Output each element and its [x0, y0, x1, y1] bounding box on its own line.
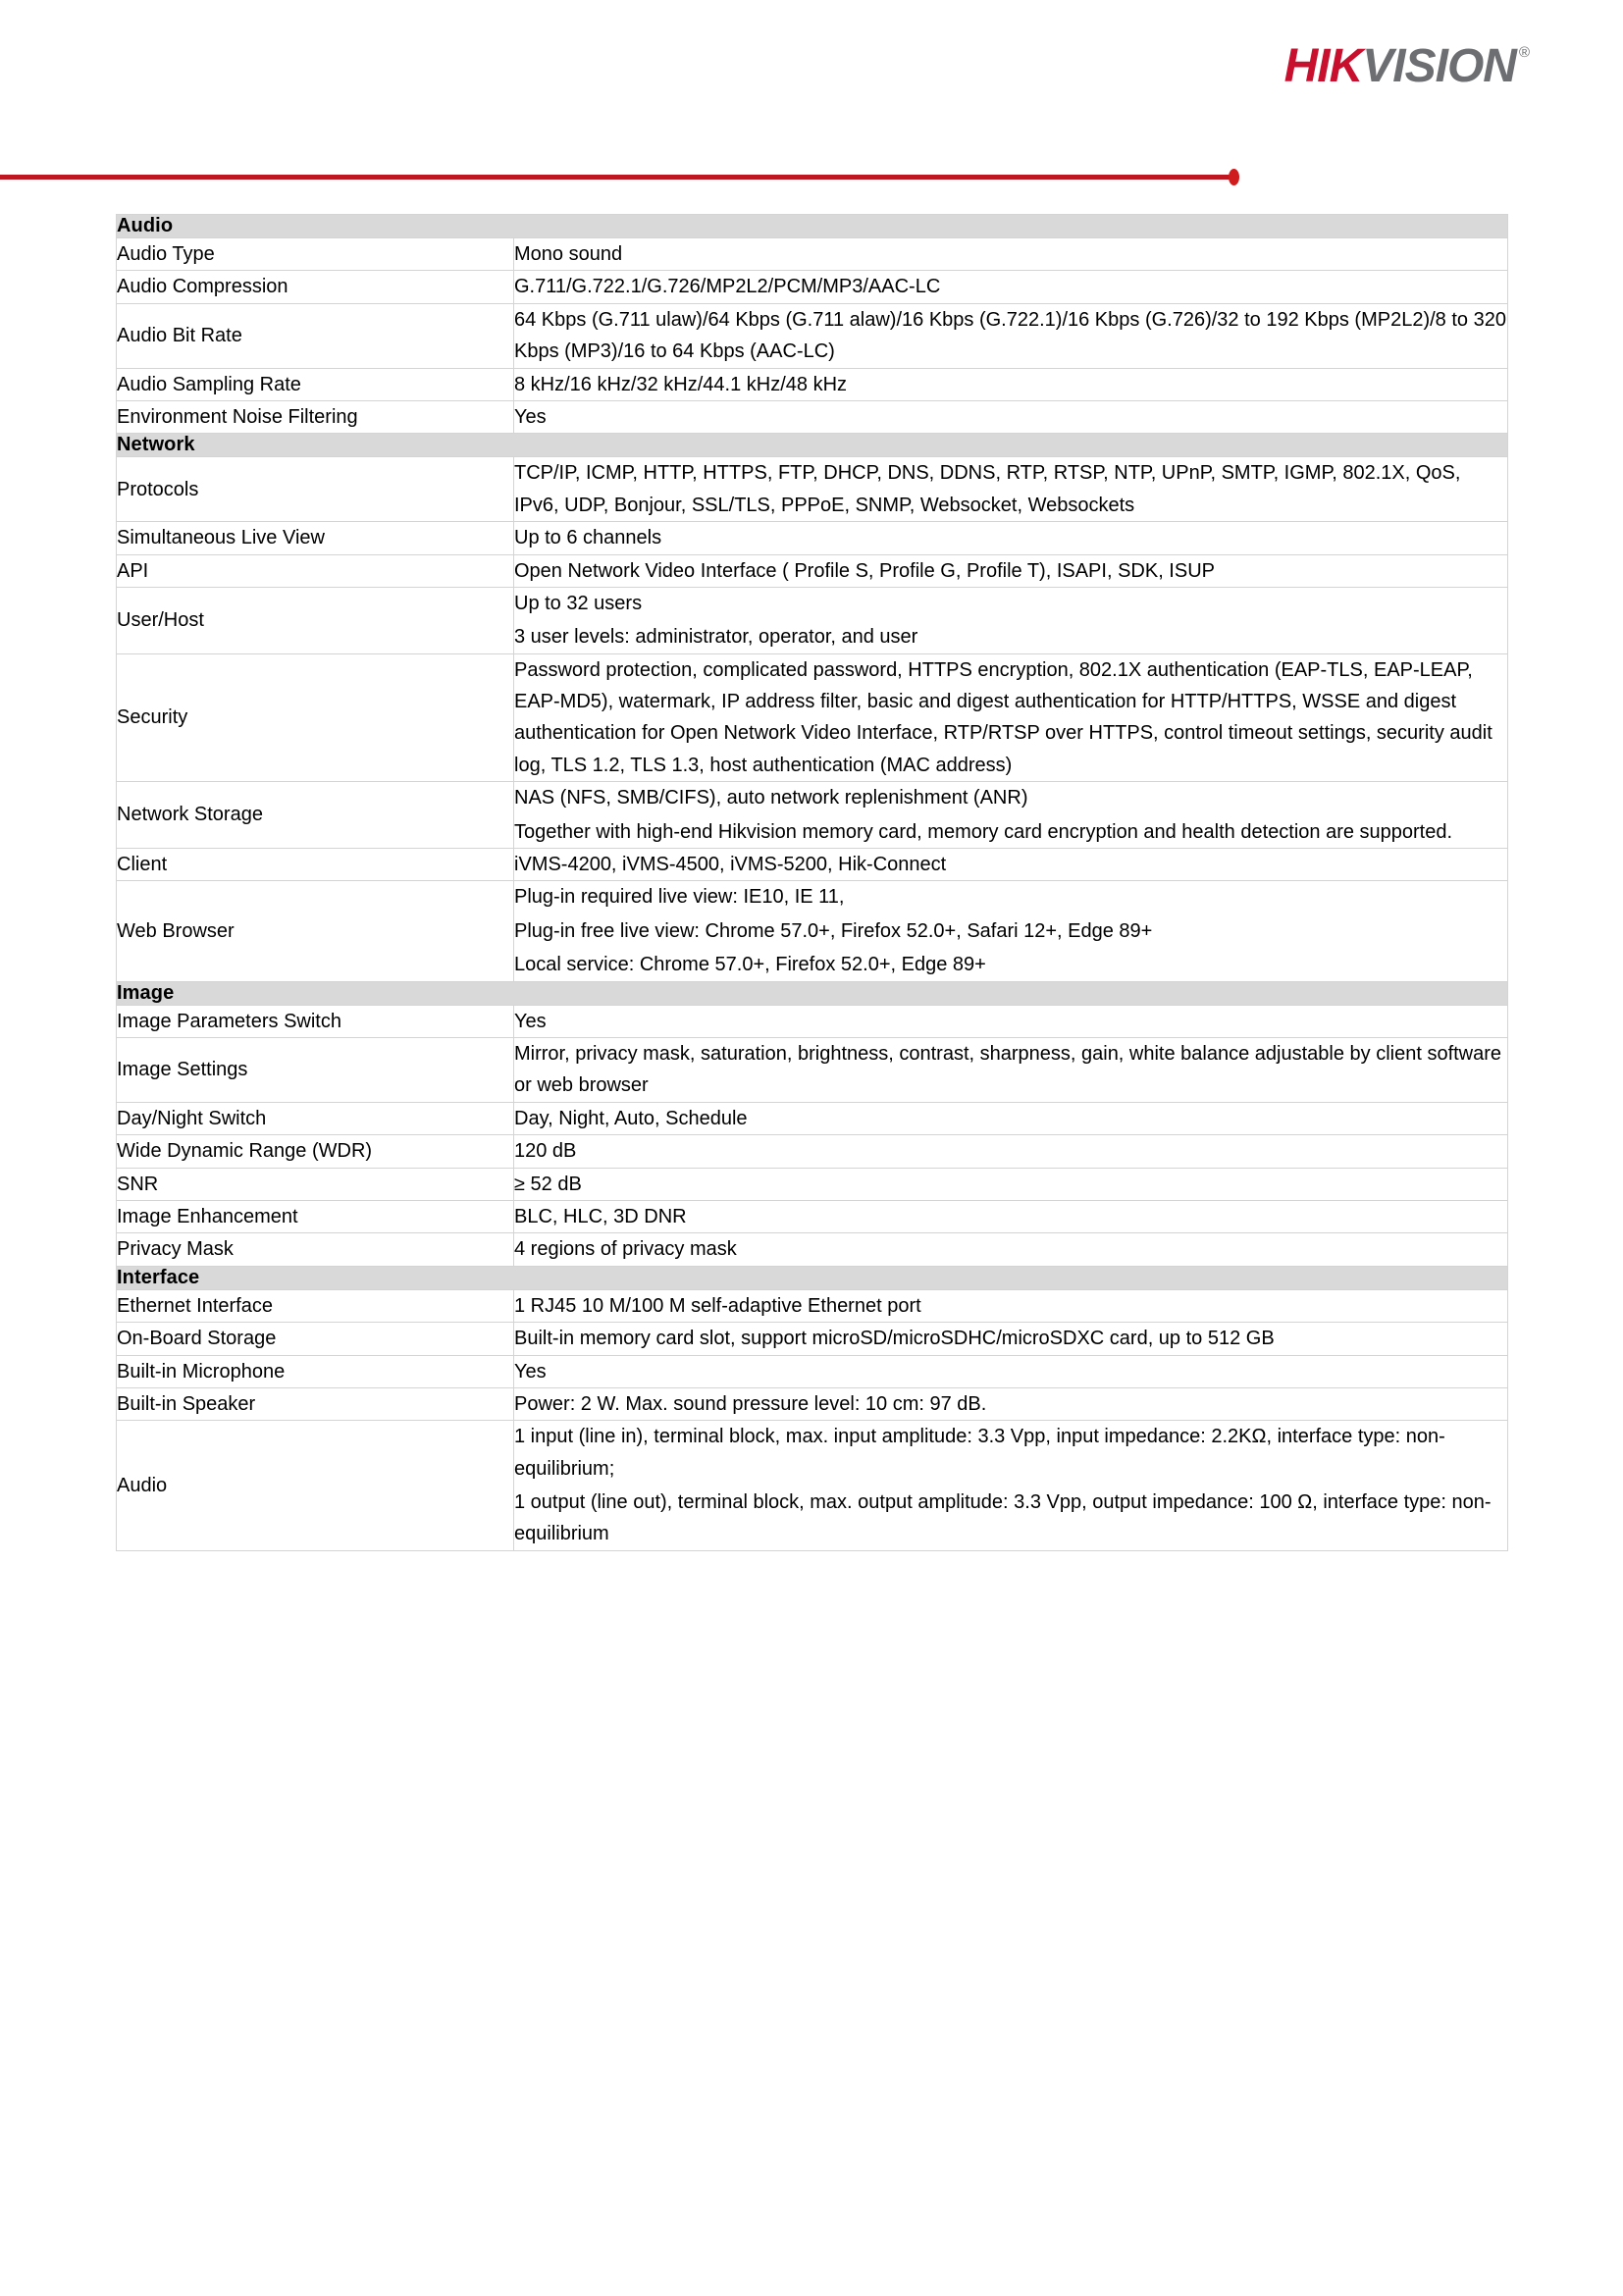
spec-value [514, 400, 1508, 433]
spec-row [117, 881, 1508, 981]
spec-label: Simultaneous Live View [117, 522, 514, 554]
spec-label: Audio [117, 1421, 514, 1551]
spec-row [117, 1233, 1508, 1266]
spec-label: Wide Dynamic Range (WDR) [117, 1135, 514, 1168]
spec-value [514, 1102, 1508, 1134]
spec-value-line: Power: 2 W. Max. sound pressure level: 10 cm: 97 dB. [514, 1392, 987, 1415]
spec-value [514, 1200, 1508, 1232]
spec-value-line: Mono sound [514, 243, 623, 265]
page-header [0, 0, 1623, 177]
spec-row [117, 457, 1508, 522]
spec-label: API [117, 554, 514, 587]
spec-value [514, 1355, 1508, 1387]
section-header-row [117, 1266, 1508, 1289]
spec-label: Environment Noise Filtering [117, 400, 514, 433]
logo-text-hik: HIK [1283, 40, 1363, 92]
spec-value-line: Together with high-end Hikvision memory card, memory card encryption and health detection are supported. [514, 820, 1453, 843]
spec-row [117, 368, 1508, 400]
spec-value-line: Mirror, privacy mask, saturation, brightness, contrast, sharpness, gain, white balance adjustable by client software or web browser [514, 1042, 1502, 1097]
spec-value [514, 1037, 1508, 1102]
spec-row [117, 849, 1508, 881]
spec-value [514, 1323, 1508, 1355]
spec-value [514, 457, 1508, 522]
section-title: Image [117, 981, 1508, 1005]
spec-row [117, 1005, 1508, 1037]
spec-value [514, 368, 1508, 400]
spec-value [514, 1421, 1508, 1551]
spec-value-line: 120 dB [514, 1140, 577, 1163]
spec-row [117, 1323, 1508, 1355]
spec-value [514, 1289, 1508, 1322]
spec-row [117, 1102, 1508, 1134]
spec-value-line: Up to 32 users [514, 592, 643, 614]
spec-value-line: BLC, HLC, 3D DNR [514, 1205, 687, 1227]
spec-value-line: Yes [514, 1360, 547, 1383]
spec-label: SNR [117, 1168, 514, 1200]
header-divider-dot-icon [1229, 169, 1239, 185]
spec-label: On-Board Storage [117, 1323, 514, 1355]
spec-row [117, 1289, 1508, 1322]
spec-label: Audio Type [117, 238, 514, 271]
spec-value-line: 1 input (line in), terminal block, max. input amplitude: 3.3 Vpp, input impedance: 2.2KΩ, interface type: non-equilibrium; [514, 1426, 1445, 1480]
spec-value [514, 653, 1508, 782]
spec-value-line: 8 kHz/16 kHz/32 kHz/44.1 kHz/48 kHz [514, 373, 848, 395]
section-title: Interface [117, 1266, 1508, 1289]
spec-label: Client [117, 849, 514, 881]
spec-value [514, 1135, 1508, 1168]
spec-label: Built-in Speaker [117, 1387, 514, 1420]
spec-label: User/Host [117, 587, 514, 653]
spec-row [117, 1037, 1508, 1102]
specification-table [116, 214, 1508, 1551]
spec-label: Day/Night Switch [117, 1102, 514, 1134]
registered-trademark-icon: ® [1518, 44, 1529, 61]
spec-value-line: 4 regions of privacy mask [514, 1238, 737, 1261]
spec-row [117, 522, 1508, 554]
spec-row [117, 1168, 1508, 1200]
spec-value-line: 1 RJ45 10 M/100 M self-adaptive Ethernet port [514, 1294, 921, 1317]
spec-value-line: Day, Night, Auto, Schedule [514, 1107, 748, 1129]
logo-text-vision: VISION [1362, 40, 1516, 92]
spec-row [117, 1355, 1508, 1387]
spec-value-line: iVMS-4200, iVMS-4500, iVMS-5200, Hik-Connect [514, 854, 947, 876]
spec-label: Protocols [117, 457, 514, 522]
spec-value [514, 1168, 1508, 1200]
spec-value [514, 849, 1508, 881]
spec-row [117, 271, 1508, 303]
spec-value [514, 1005, 1508, 1037]
spec-value-line: Open Network Video Interface ( Profile S, Profile G, Profile T), ISAPI, SDK, ISUP [514, 559, 1215, 582]
spec-value-line: 1 output (line out), terminal block, max. output amplitude: 3.3 Vpp, output impedance: 100 Ω, interface type: non-equilibrium [514, 1491, 1492, 1545]
section-header-row [117, 434, 1508, 457]
spec-row [117, 1387, 1508, 1420]
spec-value [514, 587, 1508, 653]
spec-label: Image Parameters Switch [117, 1005, 514, 1037]
spec-value-line: Password protection, complicated password, HTTPS encryption, 802.1X authentication (EAP-TLS, EAP-LEAP, EAP-MD5), watermark, IP address filter, basic and digest authentication for HTTP/HTTPS, WSSE and digest authentication for Open Network Video Interface, RTP/RTSP over HTTPS, control timeout settings, security audit log, TLS 1.2, TLS 1.3, host authentication (MAC address) [514, 658, 1492, 776]
specification-table-container [116, 214, 1507, 1551]
spec-value [514, 782, 1508, 849]
spec-value-line: TCP/IP, ICMP, HTTP, HTTPS, FTP, DHCP, DNS, DDNS, RTP, RTSP, NTP, UPnP, SMTP, IGMP, 802.1X, QoS, IPv6, UDP, Bonjour, SSL/TLS, PPPoE, SNMP, Websocket, Websockets [514, 462, 1461, 516]
spec-row [117, 238, 1508, 271]
spec-value [514, 238, 1508, 271]
spec-row [117, 782, 1508, 849]
spec-row [117, 587, 1508, 653]
spec-value [514, 271, 1508, 303]
spec-row [117, 554, 1508, 587]
spec-label: Privacy Mask [117, 1233, 514, 1266]
spec-label: Ethernet Interface [117, 1289, 514, 1322]
spec-value-line: NAS (NFS, SMB/CIFS), auto network replenishment (ANR) [514, 787, 1028, 809]
spec-value-line: Plug-in required live view: IE10, IE 11, [514, 886, 845, 909]
section-header-row [117, 215, 1508, 238]
spec-value-line: 3 user levels: administrator, operator, and user [514, 626, 918, 649]
spec-label: Audio Sampling Rate [117, 368, 514, 400]
spec-value-line: Built-in memory card slot, support microSD/microSDHC/microSDXC card, up to 512 GB [514, 1328, 1275, 1350]
spec-row [117, 1421, 1508, 1551]
spec-value [514, 522, 1508, 554]
spec-value [514, 303, 1508, 368]
section-header-row [117, 981, 1508, 1005]
spec-label: Audio Compression [117, 271, 514, 303]
spec-label: Security [117, 653, 514, 782]
spec-value [514, 1233, 1508, 1266]
spec-label: Built-in Microphone [117, 1355, 514, 1387]
section-title: Network [117, 434, 1508, 457]
spec-value-line: G.711/G.722.1/G.726/MP2L2/PCM/MP3/AAC-LC [514, 276, 941, 298]
spec-row [117, 400, 1508, 433]
spec-value [514, 554, 1508, 587]
spec-row [117, 303, 1508, 368]
spec-label: Image Settings [117, 1037, 514, 1102]
spec-label: Image Enhancement [117, 1200, 514, 1232]
spec-value-line: Yes [514, 1010, 547, 1032]
spec-row [117, 1200, 1508, 1232]
spec-row [117, 1135, 1508, 1168]
spec-value-line: Plug-in free live view: Chrome 57.0+, Firefox 52.0+, Safari 12+, Edge 89+ [514, 919, 1153, 942]
spec-row [117, 653, 1508, 782]
hikvision-logo [1283, 40, 1529, 92]
spec-value-line: Up to 6 channels [514, 527, 662, 549]
spec-label: Network Storage [117, 782, 514, 849]
header-divider-line [0, 175, 1232, 180]
spec-value-line: Yes [514, 405, 547, 428]
spec-label: Audio Bit Rate [117, 303, 514, 368]
spec-value [514, 1387, 1508, 1420]
spec-value-line: Local service: Chrome 57.0+, Firefox 52.0+, Edge 89+ [514, 954, 986, 976]
spec-value-line: ≥ 52 dB [514, 1173, 582, 1195]
spec-value-line: 64 Kbps (G.711 ulaw)/64 Kbps (G.711 alaw)/16 Kbps (G.722.1)/16 Kbps (G.726)/32 to 192 Kbps (MP2L2)/8 to 320 Kbps (MP3)/16 to 64 Kbps (AAC-LC) [514, 308, 1506, 363]
section-title: Audio [117, 215, 1508, 238]
spec-value [514, 881, 1508, 981]
spec-label: Web Browser [117, 881, 514, 981]
